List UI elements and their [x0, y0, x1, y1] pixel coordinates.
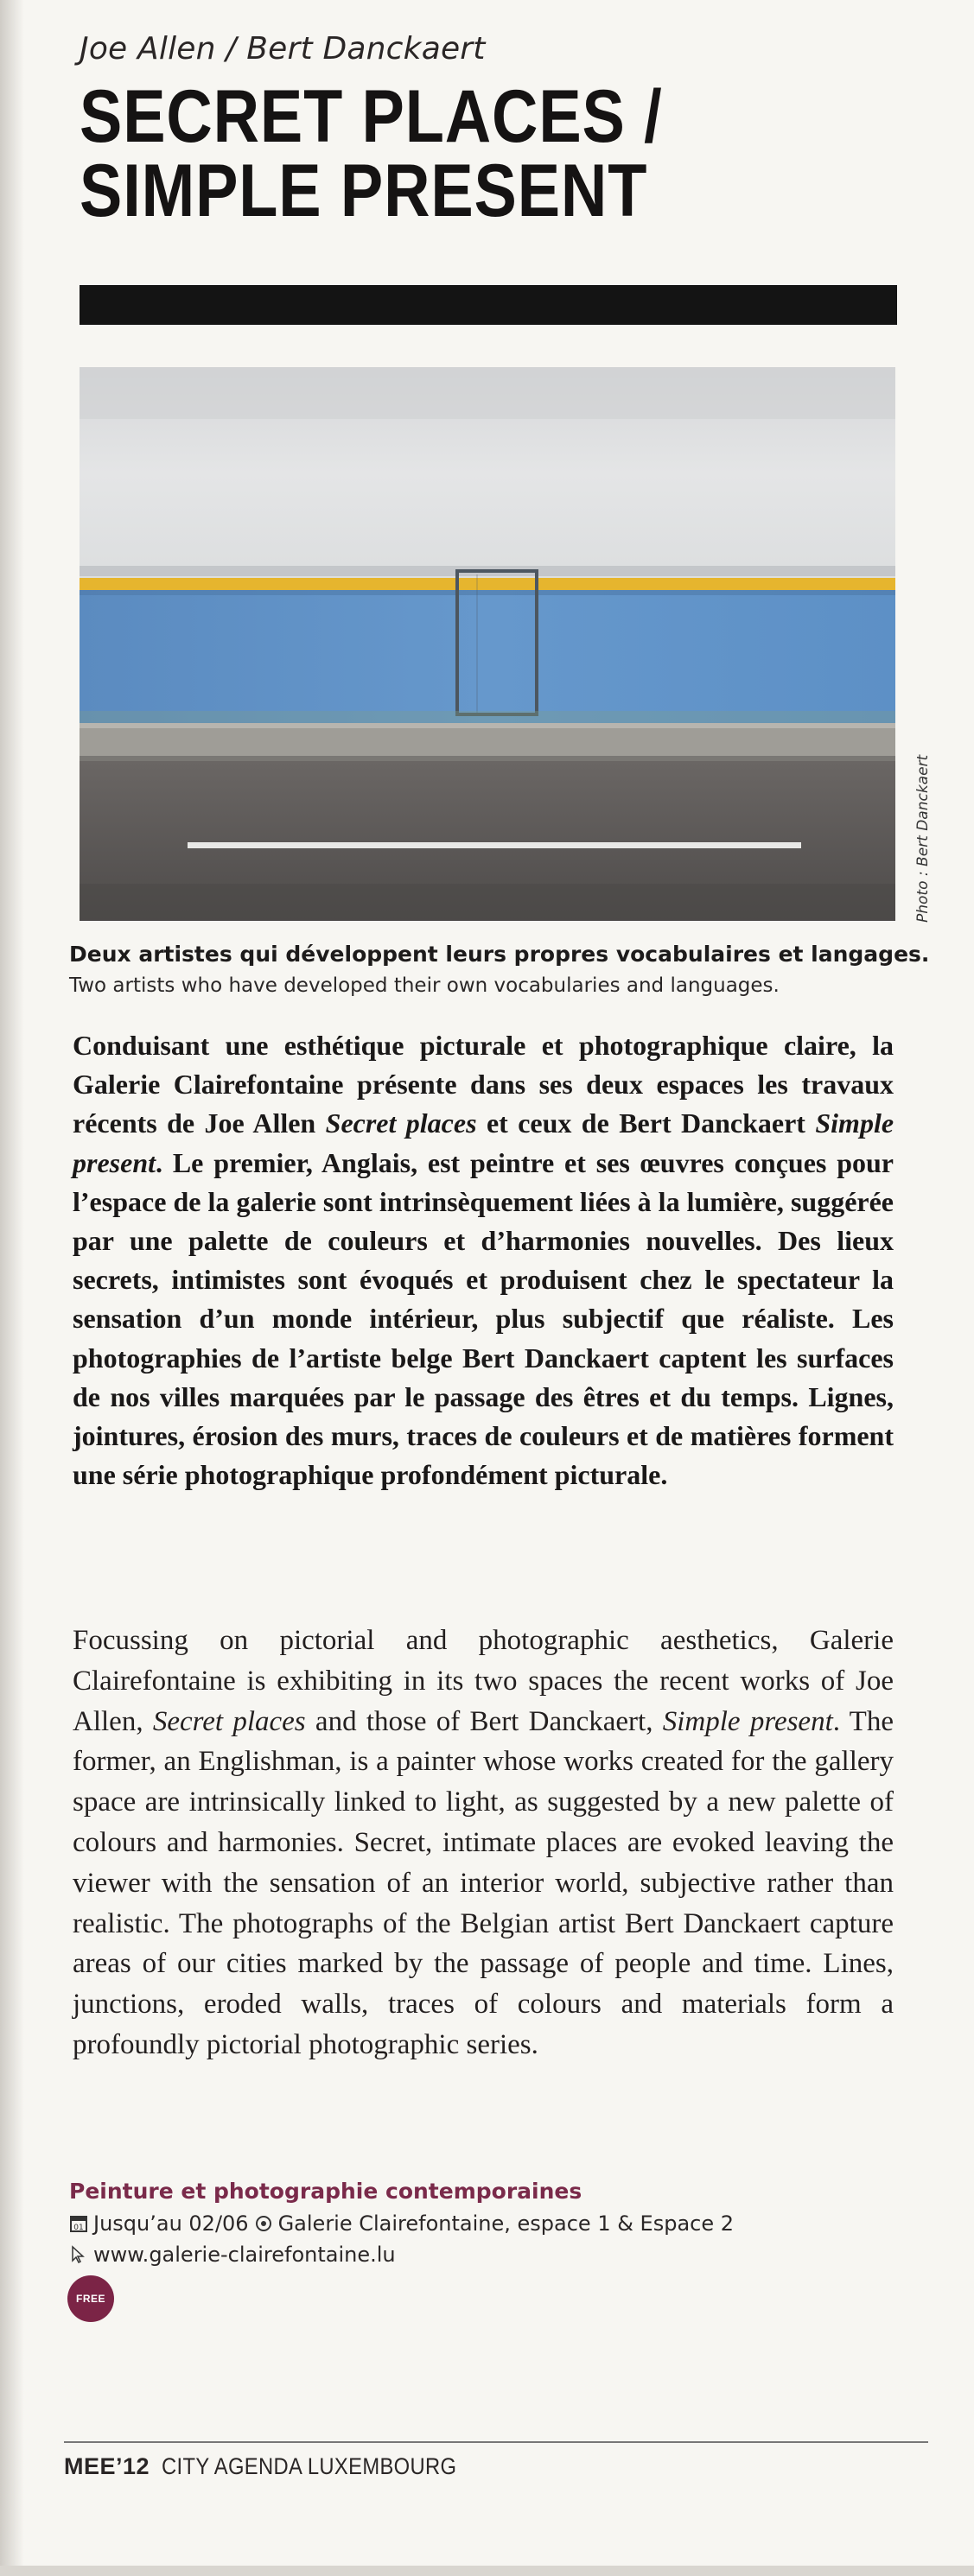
- artwork-title: Secret places: [152, 1705, 306, 1737]
- event-details: [69, 2211, 734, 2236]
- magazine-name: MEE’12: [64, 2453, 150, 2479]
- event-venue: Galerie Clairefontaine, espace 1 & Espace 2: [277, 2211, 735, 2236]
- caption-french: Deux artistes qui développent leurs propres vocabulaires et langages.: [69, 942, 930, 967]
- footer-rule: [64, 2441, 928, 2443]
- title-line-2: SIMPLE PRESENT: [80, 149, 648, 232]
- article-photo: [80, 367, 895, 921]
- svg-text:01: 01: [73, 2224, 84, 2232]
- article-body-french: Conduisant une esthétique picturale et photographique claire, la Galerie Clairefontaine présente dans ses deux espaces les travaux récents de Joe Allen Secret places et ceux de Bert Danckaert Simple present. Le premier, Anglais, est peintre et ses œuvres conçues pour l’espace de la galerie sont intrinsèquement liées à la lumière, suggérée par une palette de couleurs et d’harmonies nouvelles. Des lieux secrets, intimistes sont évoqués et produisent chez le spectateur la sensation d’un monde intérieur, plus subjectif que réaliste. Les photographies de l’artiste belge Bert Danckaert captent les surfaces de nos villes marquées par le passage des êtres et du temps. Lignes, jointures, érosion des murs, traces de couleurs et de matières forment une série photographique profondément picturale.: [73, 1030, 894, 1491]
- article-body-english: Focussing on pictorial and photographic aesthetics, Galerie Clairefontaine is exhibiting in its two spaces the recent works of Joe Allen, Secret places and those of Bert Danckaert, Simple present. The former, an Englishman, is a painter whose works created for the gallery space are intrinsically linked to light, as suggested by a new palette of colours and harmonies. Secret, intimate places are evoked leaving the viewer with the sensation of an interior world, subjective rather than realistic. The photographs of the Belgian artist Bert Danckaert capture areas of our cities marked by the passage of people and time. Lines, junctions, eroded walls, traces of colours and materials form a profoundly pictorial photographic series.: [73, 1625, 894, 2060]
- photo-credit: Photo : Bert Danckaert: [914, 754, 932, 923]
- page-edge-shadow: [0, 0, 24, 2576]
- title-line-1: SECRET PLACES /: [80, 75, 663, 158]
- artwork-title: Simple present: [73, 1107, 894, 1178]
- artwork-title: Simple present: [662, 1705, 833, 1737]
- event-website-link[interactable]: www.galerie-clairefontaine.lu: [93, 2243, 396, 2267]
- photo-street-wall: [80, 367, 895, 921]
- free-badge: FREE: [67, 2275, 114, 2322]
- artwork-title: Secret places: [325, 1107, 477, 1139]
- section-name: CITY AGENDA LUXEMBOURG: [162, 2453, 457, 2479]
- article-authors: Joe Allen / Bert Danckaert: [80, 31, 486, 67]
- calendar-icon: [69, 2214, 88, 2233]
- cursor-icon: [69, 2245, 88, 2264]
- event-category: Peinture et photographie contemporaines: [69, 2179, 582, 2204]
- location-icon: [254, 2214, 273, 2233]
- article-title: [80, 75, 778, 232]
- caption-english: Two artists who have developed their own vocabularies and languages.: [69, 974, 780, 997]
- title-rule-bar: [80, 285, 897, 325]
- scan-bottom-edge: [0, 2566, 974, 2576]
- event-website-line: [69, 2243, 396, 2267]
- event-dates: Jusqu’au 02/06: [93, 2211, 249, 2236]
- page-footer: [64, 2453, 497, 2480]
